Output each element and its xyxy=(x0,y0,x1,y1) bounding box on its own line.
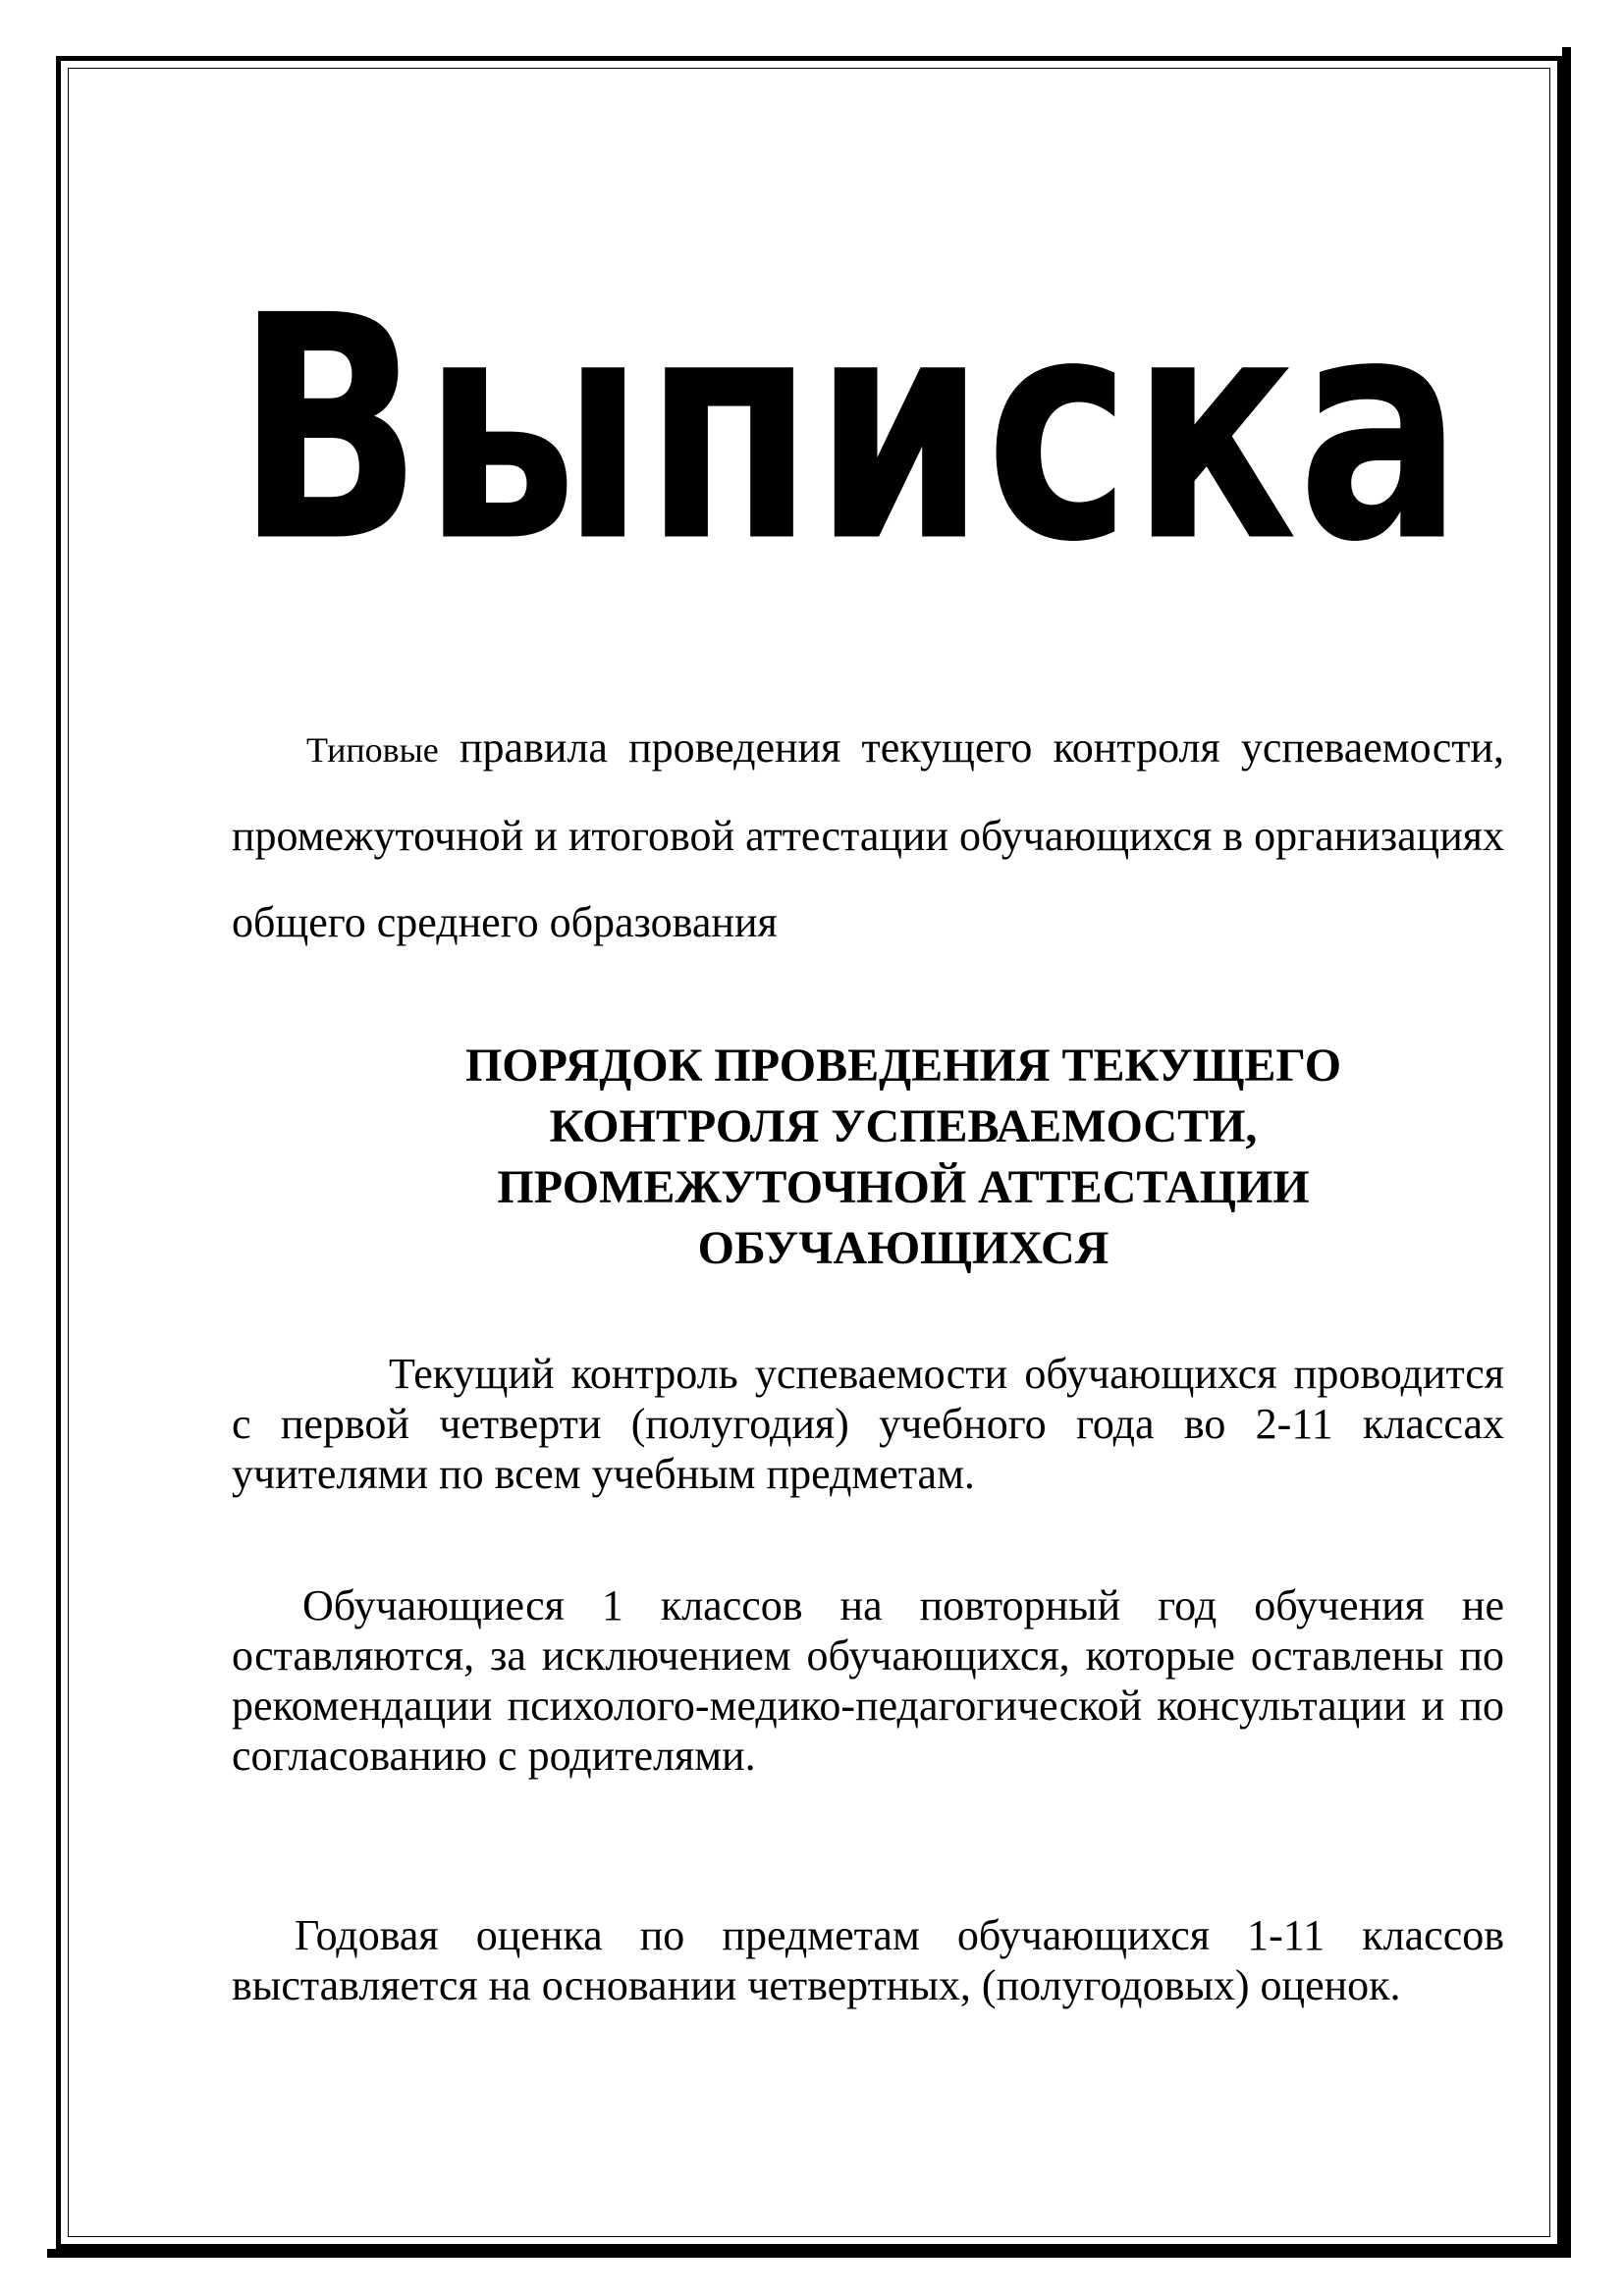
paragraph-annual-grade: Годовая оценка по предметам обучающихся 1-11 классов выставляется на основании четвертных, (полугодовых) оценок. xyxy=(232,1911,1504,2009)
frame-shadow-bottom xyxy=(47,2249,1571,2258)
intro-paragraph xyxy=(232,705,1504,966)
intro-first-word: Типовые xyxy=(306,730,439,770)
section-heading: ПОРЯДОК ПРОВЕДЕНИЯ ТЕКУЩЕГО КОНТРОЛЯ УСПЕВАЕМОСТИ, ПРОМЕЖУТОЧНОЙ АТТЕСТАЦИИ ОБУЧАЮЩИХСЯ xyxy=(464,1040,1342,1274)
paragraph-current-control: Текущий контроль успеваемости обучающихся проводится с первой четверти (полугодия) учебного года во 2-11 классах учителями по всем учебным предметам. xyxy=(232,1350,1504,1498)
title-wordart xyxy=(221,196,1478,611)
title-text: Выписка xyxy=(236,248,1464,611)
frame-shadow-right xyxy=(1562,47,1571,2258)
intro-text: правила проведения текущего контроля успеваемости, промежуточной и итоговой аттестации обучающихся в организациях общего среднего образования xyxy=(232,723,1504,946)
paragraph-first-grade: Обучающиеся 1 классов на повторный год обучения не оставляются, за исключением обучающихся, которые оставлены по рекомендации психолого-медико-педагогической консультации и по согласованию с родителями. xyxy=(232,1581,1504,1780)
